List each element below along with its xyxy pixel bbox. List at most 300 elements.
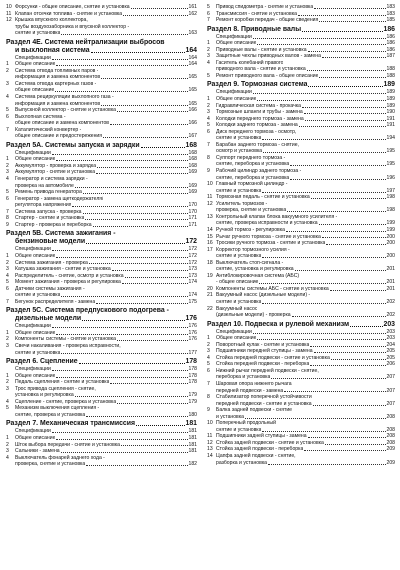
leader-dots <box>75 187 188 188</box>
entry-number: 12 <box>207 439 213 446</box>
entry-page-number: 190 <box>386 109 395 116</box>
entry-page-number: 197 <box>386 187 395 194</box>
entry-title: Спецификации <box>15 149 51 156</box>
entry-page-number: 167 <box>188 133 197 140</box>
entry-title: Система отвода топливных паров - <box>15 67 99 74</box>
entry-page-number: 198 <box>386 207 395 214</box>
entry-page-number: 164 <box>188 61 197 68</box>
entry-number: 5 <box>6 405 9 412</box>
entry-number: 1 <box>6 252 9 259</box>
entry-title: Цапфа задней подвески - снятие, <box>216 453 296 459</box>
leader-dots <box>295 270 386 271</box>
entry-page-number: 205 <box>386 354 395 361</box>
entry-page-number: 175 <box>188 298 197 305</box>
section-title-continued: дизельные модели <box>15 315 82 323</box>
leader-dots <box>101 105 187 106</box>
leader-dots <box>61 296 187 297</box>
entry-title: Общее описание <box>15 61 56 68</box>
entry-title: снятие и установка <box>15 349 61 356</box>
entry-title: Шток выбора передачи - снятие и установка <box>15 441 120 448</box>
entry-title: (дизельные модели) - проверка <box>216 312 291 319</box>
entry-number: 6 <box>6 113 9 120</box>
entry-title: снятие и установка <box>216 426 262 433</box>
section-heading <box>6 420 197 428</box>
section-title-continued: бензиновые модели <box>15 238 86 246</box>
entry-title: Стартер - проверка и переборка <box>15 221 92 228</box>
entry-page-number: 172 <box>188 252 197 259</box>
entry-title: Распределитель - снятие, осмотр и установка <box>15 272 124 279</box>
leader-dots <box>287 211 385 212</box>
entry-page-number: 176 <box>188 336 197 343</box>
entry-title: Спецификации <box>15 366 51 373</box>
entry-page-number: 179 <box>188 398 197 405</box>
entry-page-number: 189 <box>386 102 395 109</box>
entry-title: Усилитель тормозов - <box>216 200 268 207</box>
leader-dots <box>259 283 385 284</box>
entry-page-number: 176 <box>188 323 197 330</box>
entry-title: снятие и установка <box>15 30 61 37</box>
entry-title: Суппорт переднего тормоза - <box>216 154 286 161</box>
entry-title: Свечи накаливания - проверка исправности, <box>15 342 121 349</box>
section-page-number: 176 <box>185 315 197 323</box>
entry-number: 14 <box>207 226 213 233</box>
entry-title: Рычаг ручного тормоза - снятие и установка <box>216 233 321 240</box>
entry-number: 10 <box>6 4 12 10</box>
entry-title: Датчики системы зажигания - <box>15 285 85 292</box>
entry-page-number: 202 <box>386 298 395 305</box>
toc-column-right <box>207 4 395 466</box>
entry-number: 6 <box>207 10 210 17</box>
entry-page-number: 199 <box>386 226 395 233</box>
entry-page-number: 196 <box>386 174 395 181</box>
section-page-number: 172 <box>185 238 197 246</box>
entry-title: Сцепление - снятие, проверка и установка <box>15 398 117 405</box>
entry-page-number: 179 <box>188 392 197 399</box>
entry-page-number: 189 <box>386 89 395 96</box>
entry-title: информация и замена компонентов <box>15 74 101 81</box>
entry-title: снятие и установка <box>216 253 262 260</box>
leader-dots <box>304 113 386 114</box>
entry-title: Компоненты системы - снятие и установка <box>15 336 116 343</box>
entry-page-number: 201 <box>386 266 395 273</box>
section-page-number: 189 <box>383 81 395 89</box>
leader-dots <box>82 320 184 321</box>
toc-entry <box>6 222 197 229</box>
entry-page-number: 170 <box>188 202 197 209</box>
entry-title: Выключатель фонарей заднего хода - <box>15 454 105 461</box>
entry-title: передней подвески - снятие и установка <box>216 400 312 407</box>
leader-dots <box>311 198 386 199</box>
entry-number: 7 <box>6 126 9 133</box>
leader-dots <box>86 243 184 244</box>
entry-number: 22 <box>207 305 213 312</box>
entry-page-number: 173 <box>188 266 197 273</box>
entry-number: 1 <box>207 40 210 47</box>
section-heading <box>207 26 395 34</box>
leader-dots <box>121 445 188 446</box>
leader-dots <box>262 257 385 258</box>
leader-dots <box>262 303 385 304</box>
entry-title: Антиблокировочная система (АБС) <box>216 272 300 279</box>
section-title: Раздел 5A. Системы запуска и зарядки <box>6 141 140 149</box>
entry-page-number: 166 <box>188 107 197 114</box>
leader-dots <box>122 283 188 284</box>
entry-title: Общее описание <box>216 40 257 47</box>
entry-number: 4 <box>6 454 9 461</box>
section-page-number: 186 <box>383 25 395 33</box>
leader-dots <box>299 126 386 127</box>
entry-title: Главный тормозной цилиндр - <box>216 181 288 188</box>
entry-page-number: 174 <box>188 279 197 286</box>
entry-number: 2 <box>207 102 210 109</box>
entry-page-number: 188 <box>386 66 395 73</box>
entry-title: Тросики ручного тормоза - снятие и установка <box>216 240 326 247</box>
entry-title: Спецификации <box>15 323 51 330</box>
section-title: Раздел 5C. Система предпускового подогрева - <box>6 307 169 315</box>
leader-dots <box>52 432 188 433</box>
toc-entry-continued <box>6 461 197 468</box>
entry-number: 9 <box>6 221 9 228</box>
entry-title: Система запуска - проверка <box>15 208 82 215</box>
entry-number: 2 <box>6 379 9 386</box>
leader-dots <box>93 226 188 227</box>
entry-page-number: 169 <box>188 189 197 196</box>
entry-title: переборка и установка <box>216 374 271 381</box>
leader-dots <box>253 93 386 94</box>
leader-dots <box>302 31 382 32</box>
entry-title: снятие и установка <box>15 292 61 299</box>
entry-number: 5 <box>6 107 9 114</box>
entry-page-number: 171 <box>188 215 197 222</box>
entry-number: 1 <box>6 61 9 68</box>
entry-number: 2 <box>6 67 9 74</box>
entry-title: Поворотный кулак - снятие и установка <box>216 341 310 348</box>
entry-number: 19 <box>207 272 213 279</box>
leader-dots <box>52 327 188 328</box>
entry-title: Клапан отсечки топлива - снятие и установка <box>15 10 123 17</box>
entry-page-number: 195 <box>386 148 395 155</box>
leader-dots <box>292 316 386 317</box>
leader-dots <box>263 152 385 153</box>
entry-number: 16 <box>207 240 213 247</box>
leader-dots <box>302 107 386 108</box>
entry-title: Система рециркуляции выхлопного газа - <box>15 94 114 101</box>
entry-page-number: 183 <box>386 4 395 10</box>
leader-dots <box>91 52 185 53</box>
entry-title: Стартер - снятие и установка <box>15 215 85 222</box>
leader-dots <box>313 405 386 406</box>
entry-title: Общее описание <box>15 252 56 259</box>
entry-number: 5 <box>207 4 210 10</box>
leader-dots <box>310 346 385 347</box>
leader-dots <box>56 377 187 378</box>
entry-title: Генератор и система зарядки - <box>15 176 88 183</box>
leader-dots <box>350 326 382 327</box>
entry-title: Ручной тормоз - регулировка <box>216 226 285 233</box>
entry-number: 2 <box>6 259 9 266</box>
entry-title: Стабилизатор поперечной устойчивости <box>216 394 312 401</box>
leader-dots <box>56 65 187 66</box>
leader-dots <box>310 365 385 366</box>
leader-dots <box>308 86 382 87</box>
entry-number: 8 <box>207 154 210 161</box>
entry-page-number: 168 <box>188 162 197 169</box>
entry-title: осмотр и установка <box>216 148 263 155</box>
entry-page-number: 168 <box>188 149 197 156</box>
entry-page-number: 165 <box>188 100 197 107</box>
entry-title: Привод спидометра - снятие и установка <box>216 4 314 10</box>
entry-number: 7 <box>207 380 210 387</box>
entry-title: Катушка зажигания - снятие и установка <box>15 266 111 273</box>
entry-number: 11 <box>207 194 213 201</box>
entry-title: Выключатель стоп-сигнала - <box>216 259 284 266</box>
toc-entry-continued <box>207 460 395 467</box>
leader-dots <box>319 21 385 22</box>
leader-dots <box>325 444 386 445</box>
toc-entry <box>6 299 197 306</box>
entry-title: Система отвода картерных газов - <box>15 80 97 87</box>
entry-number: 17 <box>207 246 213 253</box>
entry-title: Вакуумный насос (дизельные модели) - <box>216 292 311 299</box>
entry-title: Корректор тормозного усилия - <box>216 246 290 253</box>
toc-entry <box>207 73 395 80</box>
entry-number: 13 <box>207 213 213 220</box>
leader-dots <box>314 8 385 9</box>
entry-page-number: 201 <box>386 279 395 286</box>
entry-title: Компоненты системы АБС - снятие и установка <box>216 285 329 292</box>
entry-title: Каталитический конвертер - <box>15 126 82 133</box>
entry-title: Защитные чехлы приводных валов - замена <box>216 53 321 60</box>
leader-dots <box>125 277 188 278</box>
leader-dots <box>290 179 385 180</box>
entry-title: Спецификации <box>216 328 252 335</box>
entry-page-number: 207 <box>386 387 395 394</box>
entry-number: 3 <box>207 348 210 355</box>
leader-dots <box>83 193 188 194</box>
entry-title: Бегунок распределителя - замена <box>15 298 96 305</box>
entry-page-number: 200 <box>386 253 395 260</box>
entry-number: 8 <box>6 215 9 222</box>
entry-number: 3 <box>6 448 9 455</box>
entry-title: Гаситель колебаний правого <box>216 59 284 66</box>
entry-title: Стойка задней подвески - переборка <box>216 446 304 453</box>
leader-dots <box>253 333 386 334</box>
entry-title: Аккумулятор - проверка и зарядка <box>15 162 97 169</box>
entry-page-number: 181 <box>188 448 197 455</box>
section-title-continued: и выхлопная система <box>15 46 90 54</box>
entry-number: 3 <box>6 169 9 176</box>
entry-title: Общее описание <box>15 156 56 163</box>
section-page-number: 181 <box>185 420 197 428</box>
entry-title: Механизм выключения сцепления - <box>15 405 100 412</box>
leader-dots <box>52 154 188 155</box>
leader-dots <box>298 15 386 16</box>
entry-title: Стойка передней подвески - снятие и установка <box>216 354 330 361</box>
entry-page-number: 178 <box>188 372 197 379</box>
entry-number: 6 <box>207 367 210 374</box>
entry-page-number: 194 <box>386 135 395 142</box>
leader-dots <box>257 44 385 45</box>
entry-page-number: 161 <box>188 4 197 10</box>
entry-page-number: 181 <box>188 434 197 441</box>
entry-title: общее описание и замена компонентов <box>15 120 109 127</box>
entry-number: 5 <box>6 189 9 196</box>
toc-entry-continued <box>6 412 197 419</box>
toc-entry <box>207 17 395 24</box>
entry-number: 15 <box>207 233 213 240</box>
leader-dots <box>72 206 187 207</box>
entry-title: снятие, проверка исправности и установка <box>216 220 318 227</box>
entry-title: и установка <box>216 413 244 420</box>
entry-title: общее описание <box>15 87 55 94</box>
entry-page-number: 204 <box>386 341 395 348</box>
entry-title: Подшипники задней ступицы - замена <box>216 433 307 440</box>
entry-number: 21 <box>207 292 213 299</box>
entry-title: Шаровая опора нижнего рычага <box>216 380 292 387</box>
entry-title: Педаль сцепления - снятие и установка <box>15 379 110 386</box>
entry-page-number: 178 <box>188 379 197 386</box>
entry-title: Крышка впускного коллектора, <box>15 17 88 24</box>
leader-dots <box>253 38 386 39</box>
leader-dots <box>103 137 188 138</box>
entry-title: Гидравлическая система - прокачка <box>216 102 301 109</box>
leader-dots <box>268 464 386 465</box>
leader-dots <box>79 363 185 364</box>
entry-number: 5 <box>6 279 9 286</box>
entry-title: Трос привода сцепления - снятие, <box>15 385 96 392</box>
entry-number: 2 <box>6 336 9 343</box>
entry-page-number: 195 <box>386 161 395 168</box>
section-page-number: 178 <box>185 358 197 366</box>
entry-title: Момент зажигания - проверка и регулировка <box>15 279 121 286</box>
entry-title: - общее описание <box>216 279 259 286</box>
entry-title: Общее описание <box>15 372 56 379</box>
leader-dots <box>271 378 385 379</box>
entry-page-number: 165 <box>188 74 197 81</box>
leader-dots <box>61 452 188 453</box>
section-heading <box>6 142 197 150</box>
leader-dots <box>319 224 386 225</box>
leader-dots <box>262 192 385 193</box>
entry-title: приводного вала - снятие и установка <box>216 66 306 73</box>
entry-title: передней подвески - замена <box>216 387 284 394</box>
entry-title: Общее описание <box>216 335 257 342</box>
entry-number: 4 <box>207 115 210 122</box>
entry-title: информация и замена компонентов <box>15 100 101 107</box>
entry-number: 10 <box>207 420 213 427</box>
entry-number: 7 <box>6 298 9 305</box>
leader-dots <box>331 359 386 360</box>
entry-number: 12 <box>6 17 12 24</box>
section-page-number: 168 <box>185 141 197 149</box>
leader-dots <box>284 391 385 392</box>
entry-number: 11 <box>6 10 12 17</box>
section-heading <box>6 230 197 246</box>
leader-dots <box>308 437 386 438</box>
leader-dots <box>257 100 385 101</box>
leader-dots <box>56 334 187 335</box>
leader-dots <box>110 124 188 125</box>
leader-dots <box>86 416 187 417</box>
entry-title: Контрольный клапан блока вакуумного усилителя - <box>216 213 338 220</box>
leader-dots <box>131 8 188 9</box>
entry-page-number: 203 <box>386 335 395 342</box>
entry-page-number: 186 <box>386 46 395 53</box>
entry-page-number: 200 <box>386 240 395 247</box>
leader-dots <box>117 403 187 404</box>
entry-title: Тормозные шланги и трубы - замена <box>216 109 303 116</box>
leader-dots <box>97 167 187 168</box>
leader-dots <box>314 352 386 353</box>
entry-number: 13 <box>207 446 213 453</box>
entry-page-number: 208 <box>386 413 395 420</box>
entry-title: Колодки заднего тормоза - замена <box>216 122 298 129</box>
entry-number: 4 <box>6 94 9 101</box>
leader-dots <box>61 34 187 35</box>
entry-number: 4 <box>207 354 210 361</box>
entry-number: 12 <box>207 200 213 207</box>
entry-page-number: 202 <box>386 312 395 319</box>
leader-dots <box>56 439 187 440</box>
entry-number: 5 <box>207 361 210 368</box>
entry-page-number: 203 <box>386 328 395 335</box>
entry-page-number: 170 <box>188 208 197 215</box>
entry-number: 2 <box>207 46 210 53</box>
section-title: Раздел 7. Механическая трансмиссия <box>6 420 136 428</box>
leader-dots <box>110 383 187 384</box>
entry-title: Генератор - замена щеткодержателя/ <box>15 195 104 202</box>
entry-page-number: 165 <box>188 87 197 94</box>
leader-dots <box>257 339 385 340</box>
leader-dots <box>86 465 187 466</box>
entry-page-number: 209 <box>386 459 395 466</box>
leader-dots <box>286 231 386 232</box>
entry-number: 1 <box>6 156 9 163</box>
leader-dots <box>326 244 385 245</box>
entry-page-number: 208 <box>386 439 395 446</box>
entry-page-number: 182 <box>188 461 197 468</box>
section-heading <box>207 81 395 89</box>
entry-title: установка и регулировка <box>15 392 74 399</box>
leader-dots <box>56 257 187 258</box>
entry-number: 2 <box>207 341 210 348</box>
leader-dots <box>308 51 386 52</box>
entry-page-number: 208 <box>386 433 395 440</box>
entry-title: снятие, установка и регулировка <box>216 266 294 273</box>
toc-entry-continued <box>6 350 197 357</box>
entry-number: 3 <box>207 109 210 116</box>
entry-title: снятие и установка <box>216 298 262 305</box>
leader-dots <box>322 237 386 238</box>
entry-page-number: 198 <box>386 194 395 201</box>
entry-title: Барабан заднего тормоза - снятие, <box>216 141 299 148</box>
leader-dots <box>85 219 187 220</box>
leader-dots <box>262 139 385 140</box>
entry-title: Спецификации <box>15 246 51 253</box>
leader-dots <box>304 450 385 451</box>
entry-page-number: 200 <box>386 233 395 240</box>
leader-dots <box>136 425 184 426</box>
toc-entry-continued <box>207 312 395 319</box>
toc-entry-continued <box>6 30 197 37</box>
leader-dots <box>61 353 187 354</box>
entry-number: 2 <box>6 441 9 448</box>
entry-page-number: 191 <box>386 122 395 129</box>
entry-title: Общее описание <box>15 434 56 441</box>
entry-number: 1 <box>207 96 210 103</box>
entry-number: 18 <box>207 259 213 266</box>
entry-number: 3 <box>6 80 9 87</box>
